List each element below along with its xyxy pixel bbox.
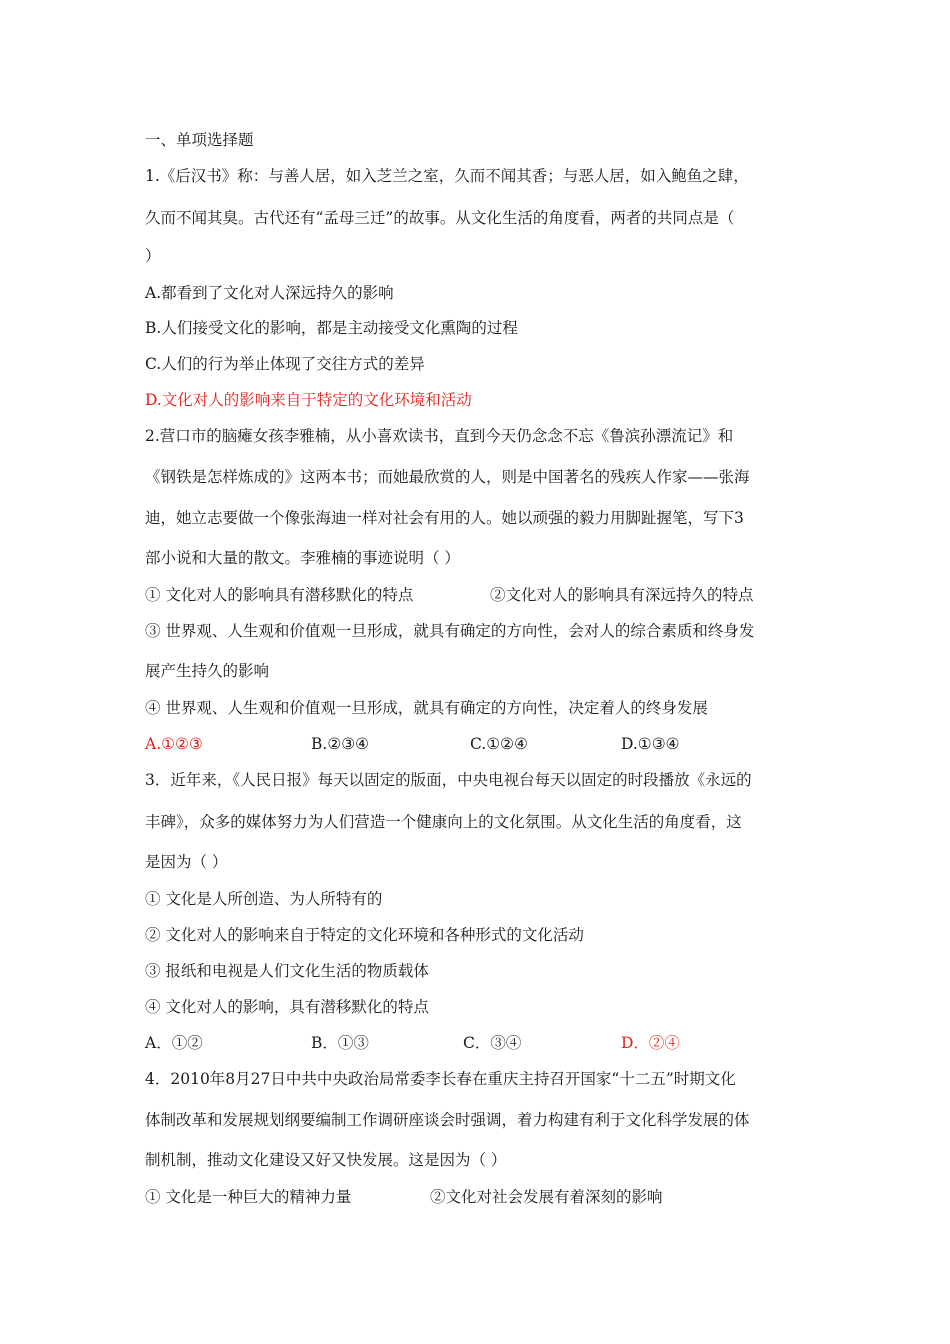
q1-stem-line-1: 1.《后汉书》称：与善人居，如入芝兰之室，久而不闻其香；与恶人居，如入鲍鱼之肆， [145, 167, 749, 185]
q4-items-row-1 [145, 1187, 825, 1207]
q3-choices [145, 1033, 825, 1053]
q1-option-b: B.人们接受文化的影响，都是主动接受文化熏陶的过程 [145, 319, 518, 337]
q4-stem-line-1: 4．2010年8月27日中共中央政治局常委李长春在重庆主持召开国家“十二五”时期文化 [145, 1070, 736, 1088]
q2-item-4: ④ 世界观、人生观和价值观一旦形成，就具有确定的方向性，决定着人的终身发展 [145, 699, 708, 717]
q2-choices [145, 734, 825, 754]
q2-item-3-line-2: 展产生持久的影响 [145, 662, 270, 680]
q4-stem-line-3: 制机制，推动文化建设又好又快发展。这是因为（ ） [145, 1151, 507, 1169]
q4-item-2: ②文化对社会发展有着深刻的影响 [430, 1188, 663, 1206]
q2-stem-line-4: 部小说和大量的散文。李雅楠的事迹说明（ ） [145, 549, 460, 567]
q2-choice-d: D.①③④ [621, 735, 680, 753]
q1-option-d-answer: D.文化对人的影响来自于特定的文化环境和活动 [145, 391, 472, 409]
q3-choice-d-answer: D．②④ [621, 1034, 680, 1052]
q2-stem-line-2: 《钢铁是怎样炼成的》这两本书；而她最欣赏的人，则是中国著名的残疾人作家——张海 [145, 468, 750, 486]
q3-choice-c: C．③④ [463, 1034, 522, 1052]
q2-items-row-1 [145, 585, 825, 605]
q4-stem-line-2: 体制改革和发展规划纲要编制工作调研座谈会时强调，着力构建有利于文化科学发展的体 [145, 1111, 750, 1129]
q1-stem-line-3: ） [145, 247, 161, 265]
q1-stem-line-2: 久而不闻其臭。古代还有“孟母三迁”的故事。从文化生活的角度看，两者的共同点是（ [145, 209, 735, 227]
q3-item-3: ③ 报纸和电视是人们文化生活的物质载体 [145, 962, 429, 980]
q3-item-1: ① 文化是人所创造、为人所特有的 [145, 890, 383, 908]
q2-choice-b: B.②③④ [311, 735, 370, 753]
q2-stem-line-3: 迪，她立志要做一个像张海迪一样对社会有用的人。她以顽强的毅力用脚趾握笔，写下3 [145, 509, 744, 527]
q1-option-a: A.都看到了文化对人深远持久的影响 [145, 284, 394, 302]
section-title: 一、单项选择题 [145, 131, 254, 149]
q3-item-4: ④ 文化对人的影响，具有潜移默化的特点 [145, 998, 429, 1016]
q2-item-1: ① 文化对人的影响具有潜移默化的特点 [145, 586, 414, 604]
q2-item-2: ②文化对人的影响具有深远持久的特点 [490, 586, 754, 604]
q2-stem-line-1: 2.营口市的脑瘫女孩李雅楠，从小喜欢读书，直到今天仍念念不忘《鲁滨孙漂流记》和 [145, 427, 734, 445]
q3-item-2: ② 文化对人的影响来自于特定的文化环境和各种形式的文化活动 [145, 926, 584, 944]
q3-choice-a: A．①② [145, 1034, 203, 1052]
q2-choice-a-answer: A.①②③ [145, 735, 203, 753]
q1-option-c: C.人们的行为举止体现了交往方式的差异 [145, 355, 425, 373]
q3-choice-b: B．①③ [311, 1034, 369, 1052]
q2-item-3-line-1: ③ 世界观、人生观和价值观一旦形成，就具有确定的方向性，会对人的综合素质和终身发 [145, 622, 755, 640]
q4-item-1: ① 文化是一种巨大的精神力量 [145, 1188, 352, 1206]
q3-stem-line-3: 是因为（ ） [145, 853, 228, 871]
q3-stem-line-2: 丰碑》，众多的媒体努力为人们营造一个健康向上的文化氛围。从文化生活的角度看，这 [145, 813, 742, 831]
q2-choice-c: C.①②④ [470, 735, 528, 753]
q3-stem-line-1: 3．近年来，《人民日报》每天以固定的版面，中央电视台每天以固定的时段播放《永远的 [145, 771, 752, 789]
